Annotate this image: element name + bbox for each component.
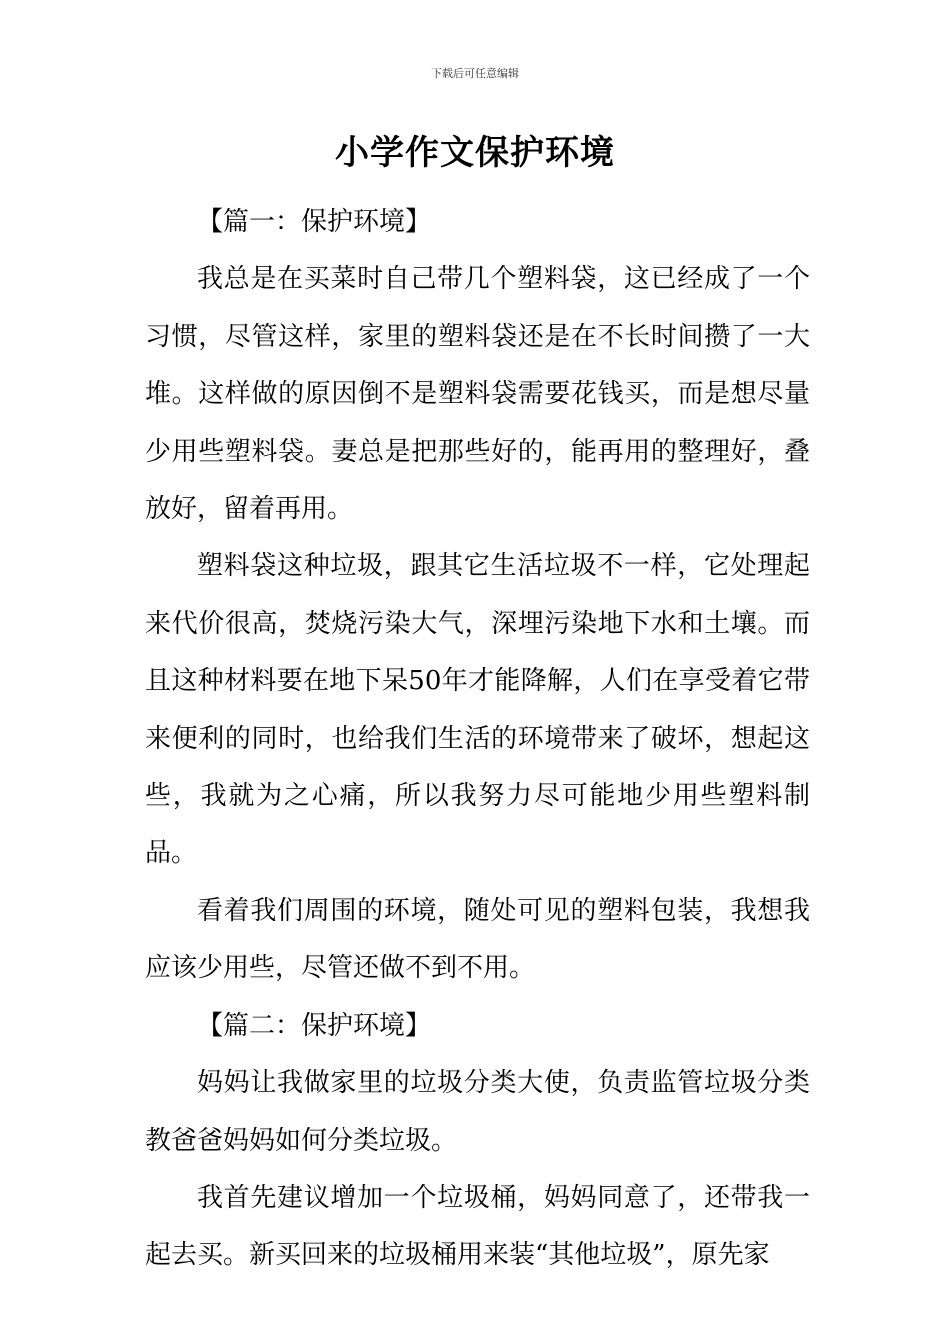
paragraph: 我总是在买菜时自己带几个塑料袋，这已经成了一个习惯，尽管这样，家里的塑料袋还是在不长时间攒了一大堆。这样做的原因倒不是塑料袋需要花钱买，而是想尽量少用些塑料袋。妻总是把那些好的，能再用的整理好，叠放好，留着再用。	[145, 264, 810, 525]
paragraph: 我首先建议增加一个垃圾桶，妈妈同意了，还带我一起去买。新买回来的垃圾桶用来装“其他垃圾”，原先家	[145, 1182, 810, 1271]
document-body	[145, 194, 810, 1285]
header-note: 下载后可任意编辑	[431, 67, 519, 80]
section-heading-2: 【篇二：保护环境】	[197, 1010, 432, 1041]
section-heading-1: 【篇一：保护环境】	[197, 207, 432, 237]
document-title: 小学作文保护环境	[335, 133, 615, 173]
paragraph: 塑料袋这种垃圾，跟其它生活垃圾不一样，它处理起来代价很高，焚烧污染大气，深埋污染地下水和土壤。而且这种材料要在地下呆50年才能降解，人们在享受着它带来便利的同时，也给我们生活的环境带来了破坏，想起这些，我就为之心痛，所以我努力尽可能地少用些塑料制品。	[145, 551, 810, 869]
paragraph: 妈妈让我做家里的垃圾分类大使，负责监管垃圾分类教爸爸妈妈如何分类垃圾。	[145, 1068, 810, 1156]
paragraph: 看着我们周围的环境，随处可见的塑料包装，我想我应该少用些，尽管还做不到不用。	[145, 895, 810, 984]
